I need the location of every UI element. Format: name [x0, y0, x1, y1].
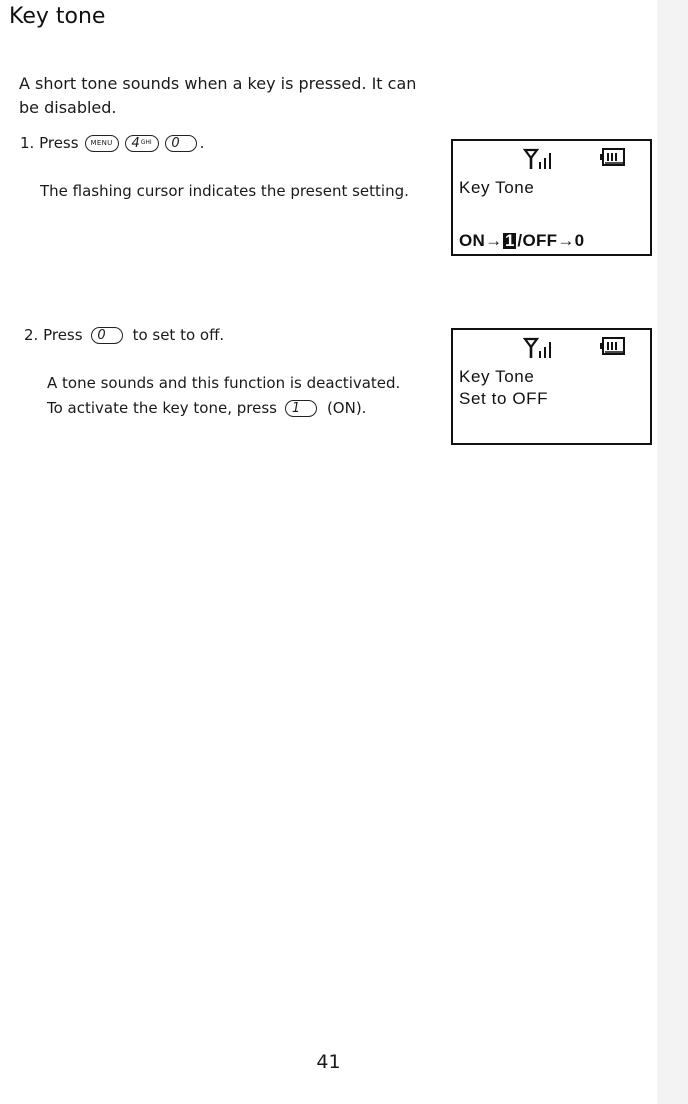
step-1-instruction — [20, 133, 204, 153]
arrow-icon: → — [485, 231, 503, 250]
step-2-note-prefix: To activate the key tone, press — [47, 399, 277, 417]
page-title: Key tone — [9, 4, 106, 29]
step-2-note-suffix: (ON). — [326, 399, 367, 417]
screen-1-title: Key Tone — [459, 178, 535, 197]
step-2-instruction — [24, 325, 224, 345]
step-2-note-line-2 — [47, 398, 366, 418]
screen-2-status: Set to OFF — [459, 389, 549, 408]
cursor-on-value: 1 — [505, 231, 515, 250]
arrow-icon: → — [557, 231, 575, 250]
step-1-suffix: . — [199, 134, 205, 152]
page-margin-strip — [657, 0, 688, 1104]
key-0-icon: 0 — [91, 327, 123, 344]
step-1-note: The flashing cursor indicates the present setting. — [40, 182, 409, 200]
intro-text: A short tone sounds when a key is pressed. It can be disabled. — [19, 74, 417, 117]
key-1-icon: 1 — [285, 400, 317, 417]
step-2-note-line-1: A tone sounds and this function is deactivated. — [47, 374, 401, 392]
menu-key-icon: MENU — [85, 135, 119, 152]
phone-screen-key-tone — [451, 139, 652, 256]
page-number: 41 — [316, 1051, 341, 1073]
battery-icon — [599, 148, 625, 166]
screen-2-title: Key Tone — [459, 367, 535, 386]
option-on-label: ON — [459, 231, 486, 250]
phone-screen-set-off — [451, 328, 652, 445]
battery-icon — [599, 337, 625, 355]
key-4-icon — [125, 135, 159, 152]
key-4-letters: GHI — [140, 139, 152, 146]
signal-icon — [523, 336, 553, 360]
step-1-prefix: 1. Press — [20, 134, 79, 152]
key-0-icon: 0 — [165, 135, 197, 152]
key-4-digit: 4 — [131, 135, 140, 151]
option-off-value: 0 — [574, 231, 585, 250]
step-2-prefix: 2. Press — [24, 326, 83, 344]
signal-icon — [523, 147, 553, 171]
option-off-label: /OFF — [517, 231, 558, 250]
step-2-suffix: to set to off. — [132, 326, 225, 344]
screen-1-options — [459, 231, 584, 251]
